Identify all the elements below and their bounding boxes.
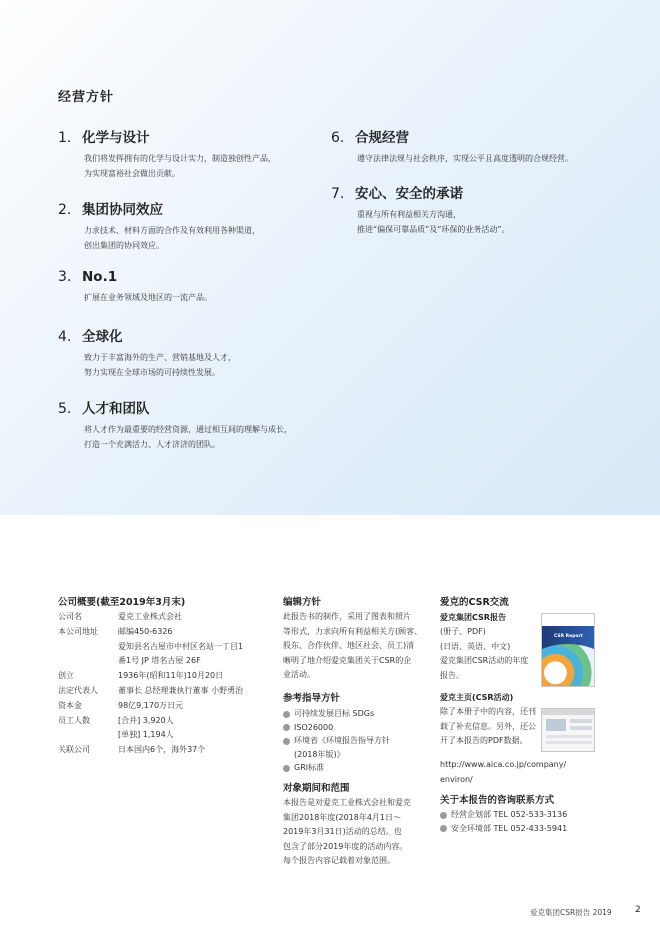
policy-number: 5. [58, 401, 72, 417]
table-row [58, 669, 243, 684]
policy-name: 化学与设计 [82, 130, 150, 146]
web-csr-title: 爱克主页(CSR活动) [440, 693, 514, 702]
editorial-policy-title: 编辑方针 [283, 597, 322, 608]
page-number: 2 [635, 905, 641, 915]
policy-2 [58, 198, 328, 253]
guidelines-title: 参考指导方针 [283, 693, 341, 704]
row-value: [合并] 3,920人 [单独] 1,194人 [118, 715, 174, 740]
row-key: 本公司地址 [58, 626, 98, 636]
policy-description: 遵守法律法规与社会秩序，实现公平且高度透明的合规经营。 [357, 154, 573, 163]
csr-report-text: (册子、PDF) (日语、英语、中文) 爱克集团CSR活动的年度 报告。 [440, 627, 529, 680]
policy-name: 安心、安全的承诺 [355, 186, 463, 202]
row-key: 创立 [58, 671, 74, 681]
table-row [58, 699, 243, 714]
company-overview-table [58, 610, 243, 758]
row-value: 邮编450-6326 爱知县名古屋市中村区名站一丁目1 番1号 JP 塔名古屋 26F [118, 626, 244, 666]
row-value: 1936年(昭和11年)10月20日 [118, 671, 224, 681]
policy-5 [58, 397, 328, 452]
website-screenshot-image [541, 708, 595, 752]
table-row [58, 625, 243, 669]
web-csr-text: 除了本册子中的内容，还刊 载了补充信息。另外，还公 开了本报告的PDF数据。 [440, 707, 536, 746]
page-block [570, 726, 592, 730]
scope-title: 对象期间和范围 [283, 783, 350, 794]
list-item: ISO26000 [283, 721, 390, 735]
policy-1 [58, 126, 328, 181]
csr-report-title: 爱克集团CSR报告 [440, 613, 506, 622]
list-item: GRI标准 [283, 761, 390, 775]
row-key: 员工人数 [58, 715, 90, 725]
policy-description: 致力于丰富海外的生产、营销基地及人才， 努力实现在全球市场的可持续性发展。 [84, 353, 236, 377]
list-item: 可持续发展目标 SDGs [283, 707, 390, 721]
policy-number: 4. [58, 329, 72, 345]
list-item: 经营企划部 TEL 052-533-3136 [440, 808, 567, 822]
browser-bar [542, 709, 594, 715]
policy-name: 人才和团队 [82, 401, 150, 417]
table-row [58, 714, 243, 744]
editorial-policy-text: 此报告书的制作，采用了图表和照片 等形式，力求向所有利益相关方(顾客、 股东、合作伙伴、地区社会、员工)清 晰明了地介绍爱克集团关于CSR的企 业活动。 [283, 612, 423, 680]
row-key: 资本金 [58, 700, 82, 710]
section-title: 经营方针 [58, 90, 115, 105]
policy-description: 力求技术、材料方面的合作及有效利用各种渠道， 创出集团的协同效应。 [84, 226, 260, 250]
list-item: 安全环境部 TEL 052-433-5941 [440, 822, 567, 836]
policy-4 [58, 325, 328, 380]
policy-number: 2. [58, 202, 72, 218]
policy-6 [331, 126, 631, 166]
page-block [546, 735, 592, 738]
contact-list [440, 808, 567, 835]
scope-text: 本报告是对爱克工业株式会社和爱克 集团2018年度(2018年4月1日～ 2019年3月31日)活动的总结。也 包含了部分2019年度的活动内容。 每个报告内容记载着对象范围。 [283, 798, 411, 866]
website-url-link[interactable]: http://www.aica.co.jp/company/ environ/ [440, 760, 567, 784]
cover-graphic [541, 644, 595, 687]
policy-3 [58, 269, 328, 305]
policy-name: 全球化 [82, 329, 123, 345]
row-value: 爱克工业株式会社 [118, 612, 182, 621]
contact-title: 关于本报告的咨询联系方式 [440, 795, 555, 806]
page-block [546, 741, 592, 744]
policy-number: 7. [331, 186, 345, 202]
policy-description: 扩展在业务领域及地区的一流产品。 [84, 293, 212, 302]
row-key: 关联公司 [58, 745, 90, 755]
policy-7 [331, 182, 631, 237]
csr-communication-title: 爱克的CSR交流 [440, 597, 509, 608]
row-value: 日本国内6个，海外37个 [118, 745, 206, 755]
policy-number: 6. [331, 130, 345, 146]
row-value: 董事长 总经理兼执行董事 小野勇治 [118, 685, 244, 695]
policy-description: 重视与所有利益相关方沟通， 推进“偏保可靠品质”及“环保的业务活动”。 [357, 210, 510, 234]
policy-name: No.1 [82, 269, 118, 285]
policy-number: 1. [58, 130, 72, 146]
footer-report-label: 爱克集团CSR报告 2019 [530, 908, 612, 917]
table-row [58, 684, 243, 699]
policy-name: 集团协同效应 [82, 202, 163, 218]
company-overview-title: 公司概要(截至2019年3月末) [58, 597, 186, 608]
row-key: 公司名 [58, 612, 82, 621]
policy-number: 3. [58, 269, 72, 285]
policy-name: 合规经营 [355, 130, 409, 146]
row-key: 法定代表人 [58, 685, 98, 695]
table-row [58, 743, 243, 758]
page-block [546, 719, 566, 731]
policy-description: 我们将发挥拥有的化学与设计实力，制造独创性产品， 为实现富裕社会做出贡献。 [84, 154, 276, 178]
table-row [58, 610, 243, 625]
row-value: 98亿9,170万日元 [118, 700, 184, 710]
page-block [570, 719, 592, 723]
policy-description: 将人才作为最重要的经营资源，通过相互间的理解与成长， 打造一个充满活力、人才济济的团队。 [84, 425, 292, 449]
cover-text: CSR Report [554, 634, 583, 639]
list-item: 环境省《环境报告指导方针 (2018年版)》 [283, 734, 390, 761]
guidelines-list [283, 707, 390, 775]
csr-report-cover-image [541, 613, 595, 687]
